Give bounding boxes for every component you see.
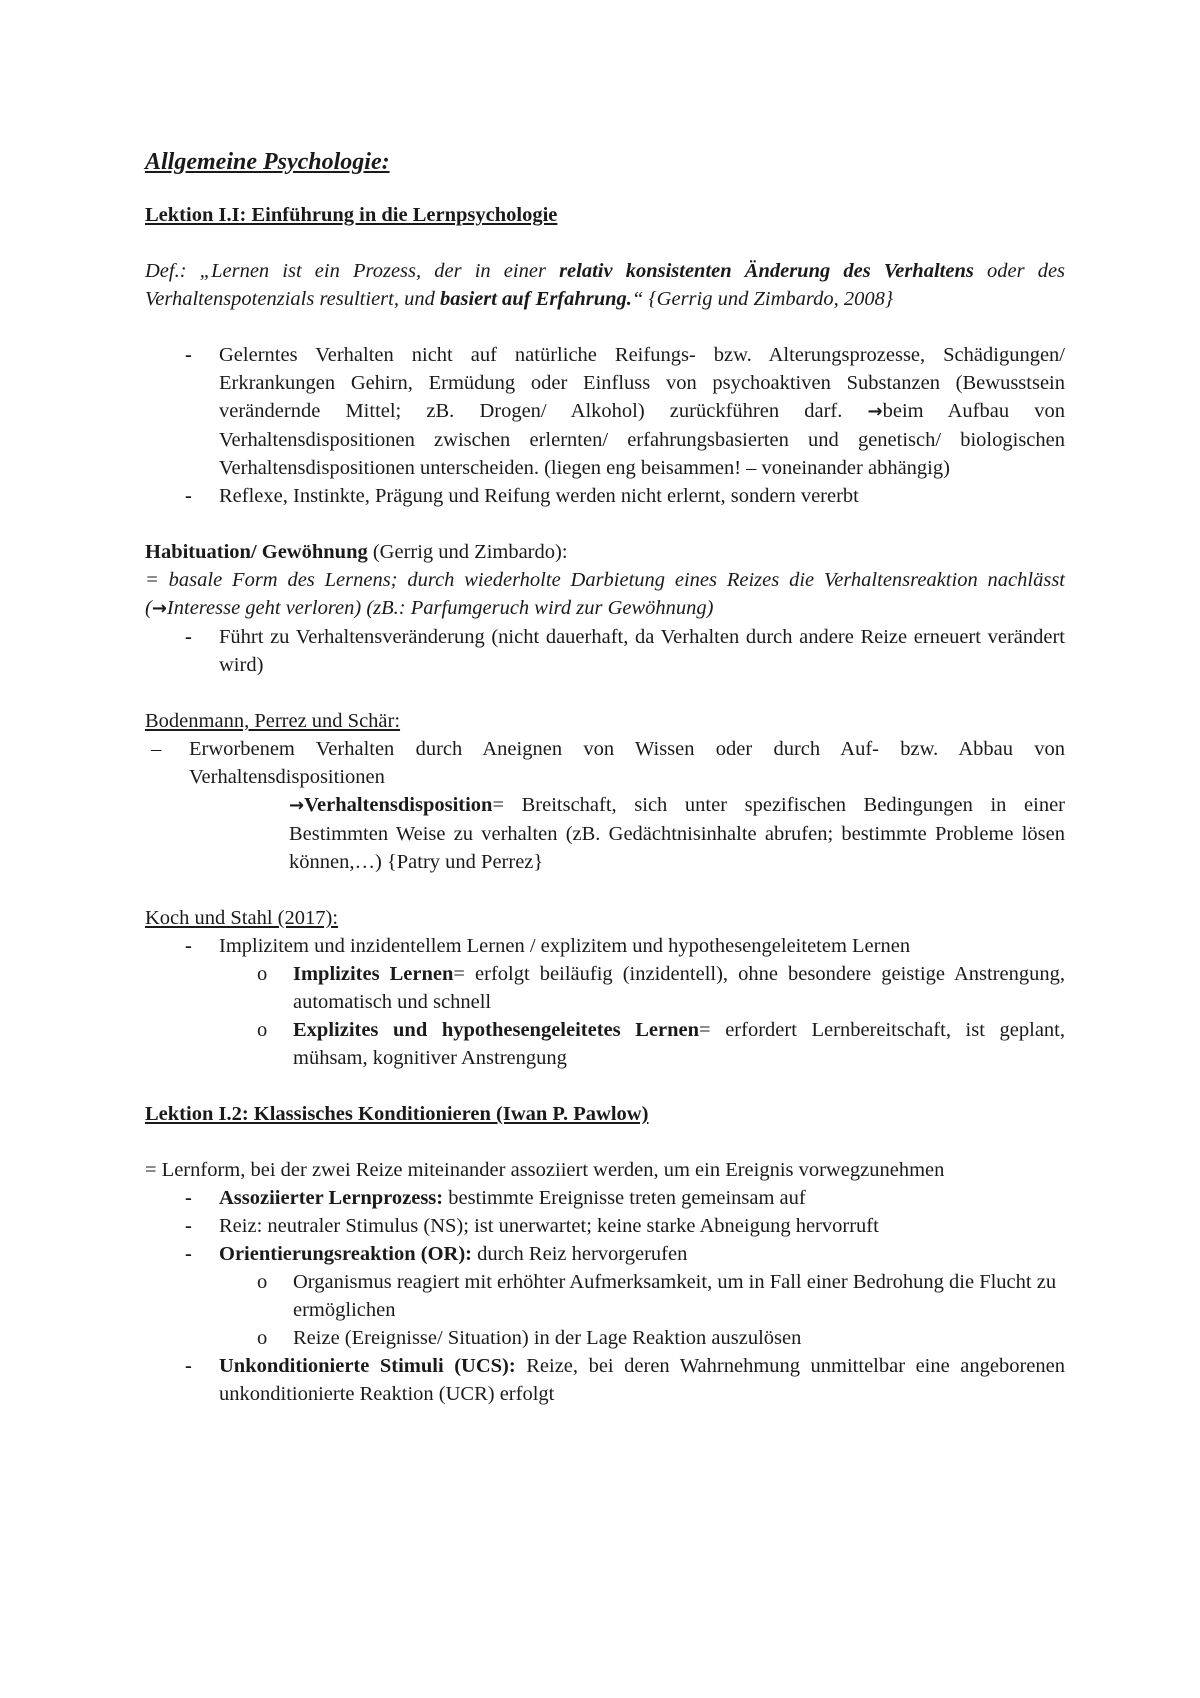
list-item <box>145 1212 1065 1240</box>
list-item-text: Organismus reagiert mit erhöhter Aufmerksamkeit, um in Fall einer Bedrohung die Flucht zu ermöglichen <box>293 1271 1057 1321</box>
dash-marker: - <box>185 935 192 957</box>
definition-text: = erfolgt beiläufig (inzidentell), ohne besondere geistige Anstrengung, automatisch und schnell <box>293 963 1065 1013</box>
lesson-1-list <box>145 341 1065 510</box>
list-item <box>145 932 1065 960</box>
bodenmann-list <box>145 735 1065 791</box>
lesson-2-definition: = Lernform, bei der zwei Reize miteinander assoziiert werden, um ein Ereignis vorwegzunehmen <box>145 1159 945 1181</box>
definition-bold-text: relativ konsistenten Änderung des Verhaltens <box>559 260 974 282</box>
dash-marker: - <box>185 485 192 507</box>
lesson-1-heading: Lektion I.I: Einführung in die Lernpsychologie <box>145 204 558 226</box>
sub-list-item <box>145 1324 1065 1352</box>
arrow-right-icon: → <box>867 401 883 422</box>
list-item <box>145 482 1065 510</box>
lesson-2-heading: Lektion I.2: Klassisches Konditionieren (Iwan P. Pawlow) <box>145 1103 649 1125</box>
habituation-heading <box>145 538 1065 566</box>
list-item-text: Gelerntes Verhalten nicht auf natürliche Reifungs- bzw. Alterungsprozesse, Schädigungen/ Erkrankungen Gehirn, Ermüdung oder Einfluss von psychoaktiven Substanzen (Bewusstsein verändernde Mittel; zB. Drogen/ Alkohol) zurückführen darf. <box>219 344 1065 422</box>
habituation-definition <box>145 566 1065 623</box>
list-item-text: beim Aufbau von Verhaltensdispositionen zwischen erlernten/ erfahrungsbasierten und genetisch/ biologischen Verhaltensdispositionen unterscheiden. (liegen eng beisammen! – voneinander abhängig) <box>219 400 1065 479</box>
list-item <box>145 1240 1065 1268</box>
definition-term: Assoziierter Lernprozess: <box>219 1187 444 1209</box>
sub-list-item <box>145 960 1065 1016</box>
definition-text: = basale Form des Lernens; durch wiederholte Darbietung eines Reizes die Verhaltensreaktion nachlässt ( <box>145 569 1065 619</box>
dash-marker: - <box>185 1355 192 1377</box>
dash-marker: - <box>185 626 192 648</box>
list-item-text: Führt zu Verhaltensveränderung (nicht dauerhaft, da Verhalten durch andere Reize erneuert verändert wird) <box>219 626 1065 676</box>
dash-marker: - <box>185 1187 192 1209</box>
definition-text: = erfordert Lernbereitschaft, ist geplant, mühsam, kognitiver Anstrengung <box>293 1019 1066 1069</box>
habituation-source: (Gerrig und Zimbardo): <box>367 541 568 563</box>
definition-citation: “ {Gerrig und Zimbardo, 2008} <box>631 288 894 310</box>
definition-text: Def.: „Lernen ist ein Prozess, der in einer <box>145 260 560 282</box>
sub-list-item <box>145 1268 1065 1324</box>
list-item <box>145 1184 1065 1212</box>
list-item-text: Reiz: neutraler Stimulus (NS); ist unerwartet; keine starke Abneigung hervorruft <box>219 1215 879 1237</box>
list-item-text: Implizitem und inzidentellem Lernen / explizitem und hypothesengeleitetem Lernen <box>219 935 911 957</box>
list-item-text: Reflexe, Instinkte, Prägung und Reifung werden nicht erlernt, sondern vererbt <box>219 485 859 507</box>
circle-marker: o <box>257 1019 268 1041</box>
definition-term: Explizites und hypothesengeleitetes Lernen <box>293 1019 700 1041</box>
definition-text: Interesse geht verloren) (zB.: Parfumgeruch wird zur Gewöhnung) <box>166 597 714 619</box>
koch-heading: Koch und Stahl (2017): <box>145 907 339 929</box>
circle-marker: o <box>257 1327 268 1349</box>
habituation-list <box>145 623 1065 679</box>
list-item-text: Reize, bei deren Wahrnehmung unmittelbar eine angeborenen unkonditionierte Reaktion (UCR) erfolgt <box>219 1355 1065 1405</box>
definition-term: Implizites Lernen <box>293 963 454 985</box>
habituation-term: Habituation/ Gewöhnung <box>145 541 368 563</box>
definition-term: Verhaltensdisposition <box>304 794 493 816</box>
arrow-right-icon: → <box>289 795 305 816</box>
list-item <box>145 735 1065 791</box>
document-content <box>145 145 1065 1408</box>
lesson-2-list <box>145 1184 1065 1408</box>
list-item-text: Reize (Ereignisse/ Situation) in der Lage Reaktion auszulösen <box>293 1327 802 1349</box>
definition-term: Unkonditionierte Stimuli (UCS): <box>219 1355 516 1377</box>
bodenmann-heading: Bodenmann, Perrez und Schär: <box>145 710 401 732</box>
verhaltensdisposition-definition <box>145 791 1065 876</box>
definition-term: Orientierungsreaktion (OR): <box>219 1243 472 1265</box>
list-item <box>145 1352 1065 1408</box>
definition-bold-text: basiert auf Erfahrung. <box>439 288 632 310</box>
dash-marker: - <box>185 344 192 366</box>
endash-marker: – <box>151 738 162 760</box>
circle-marker: o <box>257 963 268 985</box>
circle-marker: o <box>257 1271 268 1293</box>
lesson-1-definition <box>145 257 1065 313</box>
sub-list-item <box>145 1016 1065 1072</box>
definition-text: oder des Verhaltenspotenzials resultiert, und <box>145 260 1066 310</box>
list-item <box>145 623 1065 679</box>
list-item-text: bestimmte Ereignisse treten gemeinsam auf <box>443 1187 806 1209</box>
list-item-text: Erworbenem Verhalten durch Aneignen von Wissen oder durch Auf- bzw. Abbau von Verhaltensdispositionen <box>189 738 1065 788</box>
document-title: Allgemeine Psychologie: <box>145 149 390 175</box>
list-item-text: durch Reiz hervorgerufen <box>472 1243 688 1265</box>
arrow-right-icon: → <box>151 598 167 619</box>
dash-marker: - <box>185 1243 192 1265</box>
definition-text: = Breitschaft, sich unter spezifischen Bedingungen in einer Bestimmten Weise zu verhalten (zB. Gedächtnisinhalte abrufen; bestimmte Probleme lösen können,…) {Patry und Perrez} <box>289 794 1065 873</box>
dash-marker: - <box>185 1215 192 1237</box>
koch-list <box>145 932 1065 1072</box>
list-item <box>145 341 1065 482</box>
